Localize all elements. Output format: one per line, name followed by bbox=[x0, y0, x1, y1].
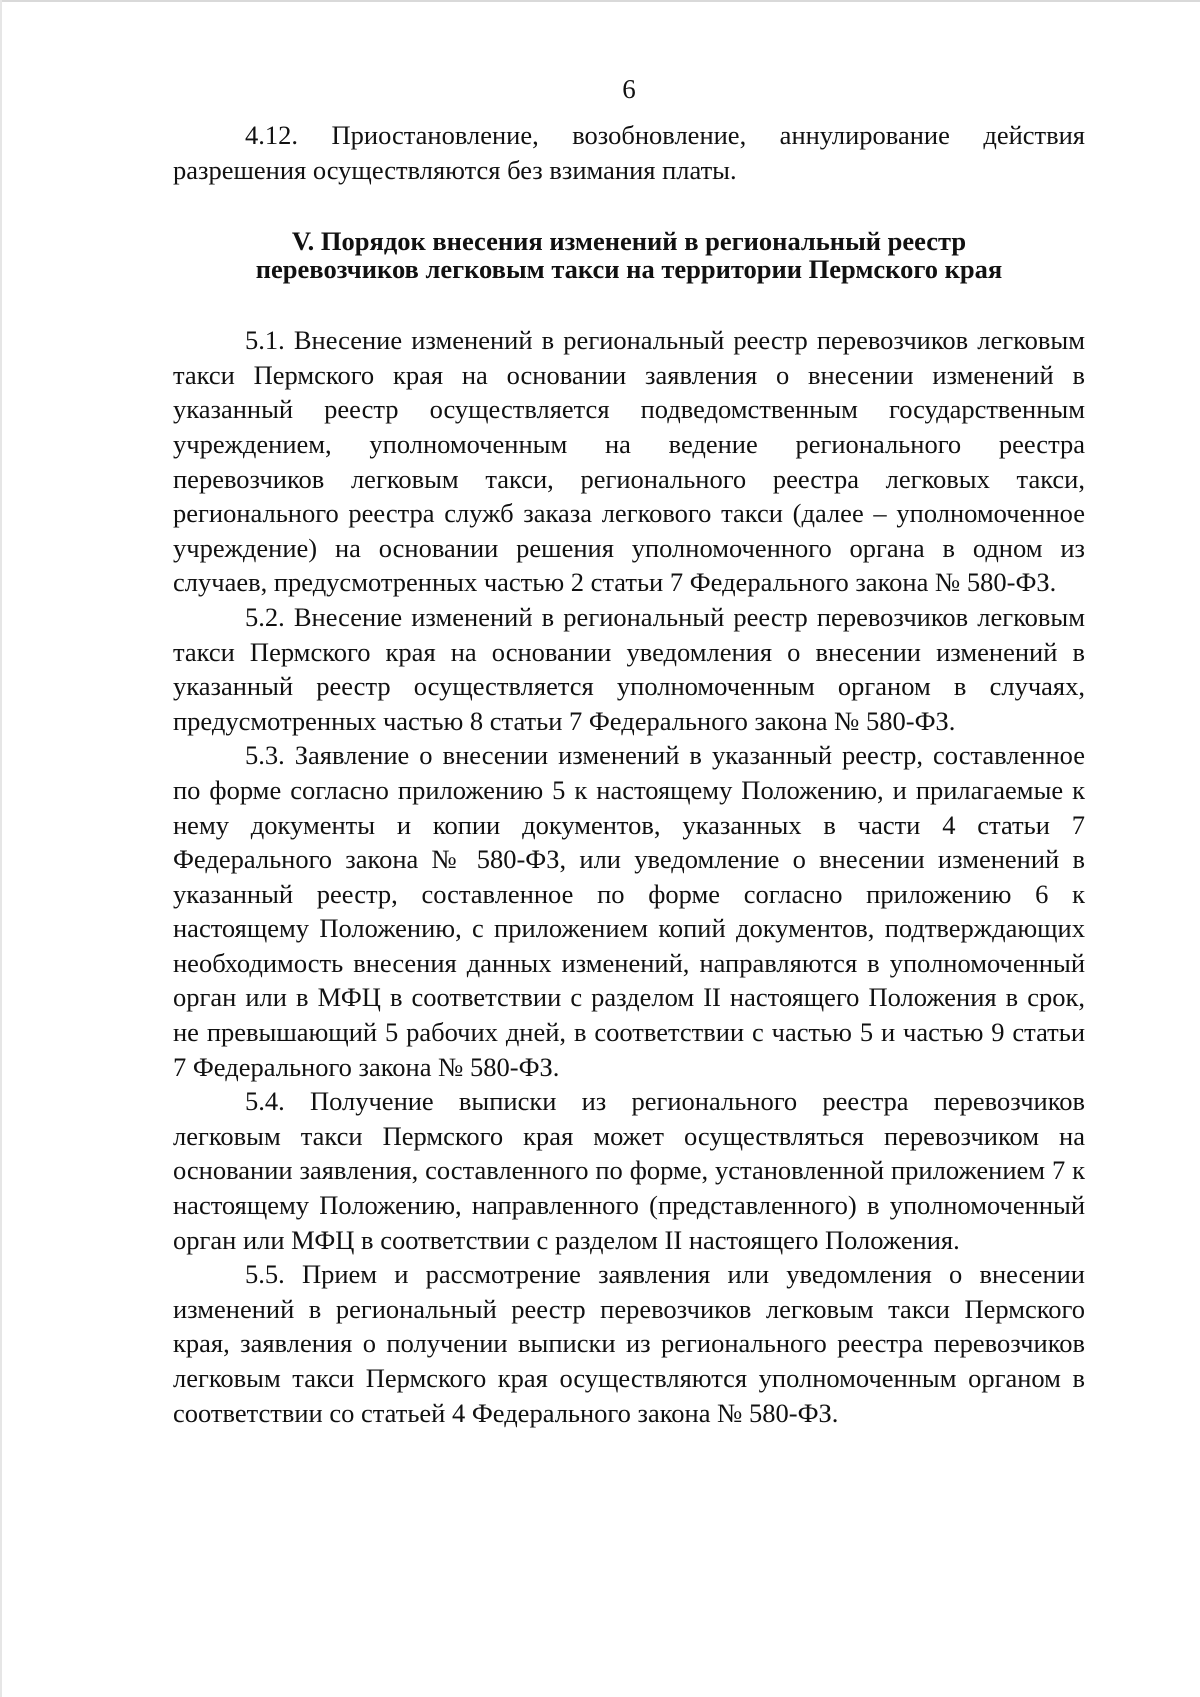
paragraph-5-5: 5.5. Прием и рассмотрение заявления или уведомления о внесении изменений в региональный реестр перевозчиков легковым такси Пермского края, заявления о получении выписки из регионального реестра перевозчиков легковым такси Пермского края осуществляются уполномоченным органом в соответствии со статьей 4 Федерального закона № 580-ФЗ. bbox=[173, 1259, 1085, 1428]
paragraph-4-12: 4.12. Приостановление, возобновление, аннулирование действия разрешения осуществляются без взимания платы. bbox=[173, 120, 1085, 185]
section-heading-line-1: V. Порядок внесения изменений в региональный реестр bbox=[291, 226, 967, 257]
document-body bbox=[173, 118, 1085, 1430]
paragraph-5-4: 5.4. Получение выписки из регионального реестра перевозчиков легковым такси Пермского края может осуществляться перевозчиком на основании заявления, составленного по форме, установленной приложением 7 к настоящему Положению, направленного (представленного) в уполномоченный орган или МФЦ в соответствии с разделом II настоящего Положения. bbox=[173, 1086, 1085, 1255]
paragraph-5-1: 5.1. Внесение изменений в региональный реестр перевозчиков легковым такси Пермского края на основании заявления о внесении изменений в указанный реестр осуществляется подведомственным государственным учреждением, уполномоченным на ведение регионального реестра перевозчиков легковым такси, регионального реестра легковых такси, регионального реестра служб заказа легкового такси (далее – уполномоченное учреждение) на основании решения уполномоченного органа в одном из случаев, предусмотренных частью 2 статьи 7 Федерального закона № 580-ФЗ. bbox=[173, 325, 1085, 598]
scan-edge-left bbox=[0, 0, 2, 1697]
page-number: 6 bbox=[622, 74, 636, 104]
scan-edge-top bbox=[0, 0, 1200, 2]
section-heading bbox=[173, 227, 1085, 283]
section-heading-line-2: перевозчиков легковым такси на территории Пермского края bbox=[255, 254, 1003, 285]
paragraph-5-3: 5.3. Заявление о внесении изменений в указанный реестр, составленное по форме согласно приложению 5 к настоящему Положению, и прилагаемые к нему документы и копии документов, указанных в части 4 статьи 7 Федерального закона № 580-ФЗ, или уведомление о внесении изменений в указанный реестр, составленное по форме согласно приложению 6 к настоящему Положению, с приложением копий документов, подтверждающих необходимость внесения данных изменений, направляются в уполномоченный орган или в МФЦ в соответствии с разделом II настоящего Положения в срок, не превышающий 5 рабочих дней, в соответствии с частью 5 и частью 9 статьи 7 Федерального закона № 580-ФЗ. bbox=[173, 740, 1085, 1082]
paragraph-5-2: 5.2. Внесение изменений в региональный реестр перевозчиков легковым такси Пермского края на основании уведомления о внесении изменений в указанный реестр осуществляется уполномоченным органом в случаях, предусмотренных частью 8 статьи 7 Федерального закона № 580-ФЗ. bbox=[173, 601, 1085, 736]
